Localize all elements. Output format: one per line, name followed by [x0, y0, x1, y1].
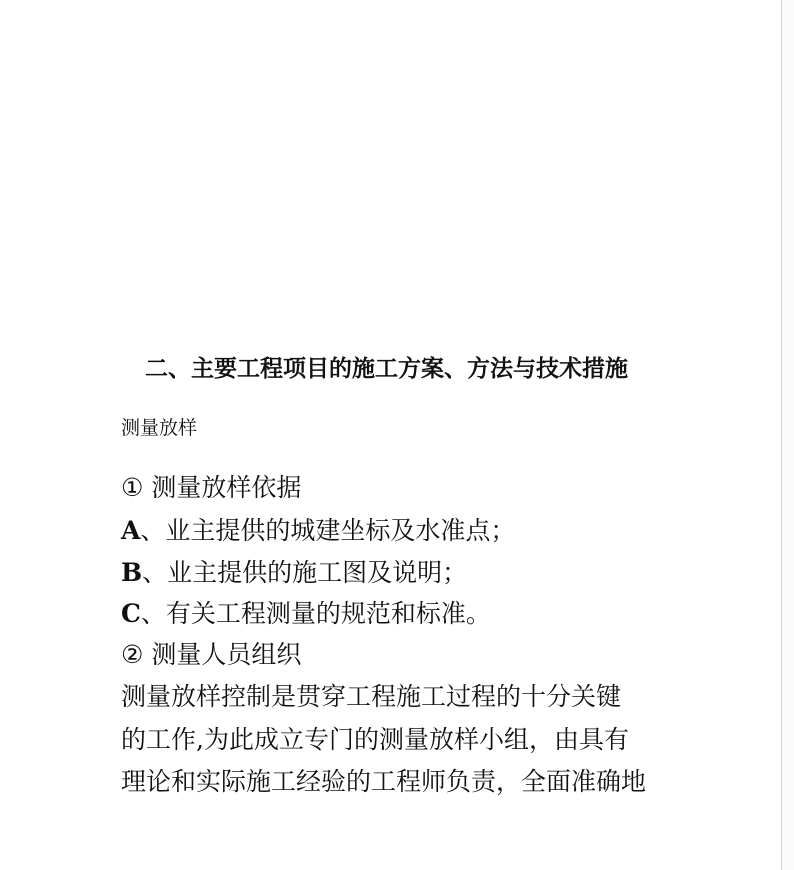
- list-letter-b: B: [121, 558, 143, 587]
- numbered-item-2-text: 测量人员组织: [151, 640, 302, 669]
- list-item-c-text: 、有关工程测量的规范和标准。: [140, 599, 491, 628]
- list-item-b-text: 、业主提供的施工图及说明；: [142, 558, 468, 587]
- paragraph-line-2: 的工作,为此成立专门的测量放样小组，由具有: [121, 725, 629, 754]
- paragraph-line-3: 理论和实际施工经验的工程师负责，全面准确地: [121, 767, 647, 796]
- list-item-c: [121, 594, 491, 630]
- page-edge-divider: [781, 0, 794, 870]
- circled-number-1: ①: [121, 473, 144, 502]
- list-letter-a: A: [121, 516, 141, 545]
- numbered-item-1-text: 测量放样依据: [151, 473, 302, 502]
- list-item-a-text: 、业主提供的城建坐标及水准点；: [140, 516, 516, 545]
- circled-number-2: ②: [121, 640, 144, 669]
- list-letter-c: C: [121, 599, 141, 628]
- section-heading: 二、主要工程项目的施工方案、方法与技术措施: [145, 356, 628, 382]
- list-item-b: [121, 553, 467, 589]
- subsection-title: 测量放样: [121, 417, 198, 439]
- numbered-item-1: [121, 468, 301, 504]
- list-item-a: [121, 511, 515, 547]
- numbered-item-2: [121, 635, 301, 671]
- paragraph-line-1: 测量放样控制是贯穿工程施工过程的十分关键: [121, 682, 622, 711]
